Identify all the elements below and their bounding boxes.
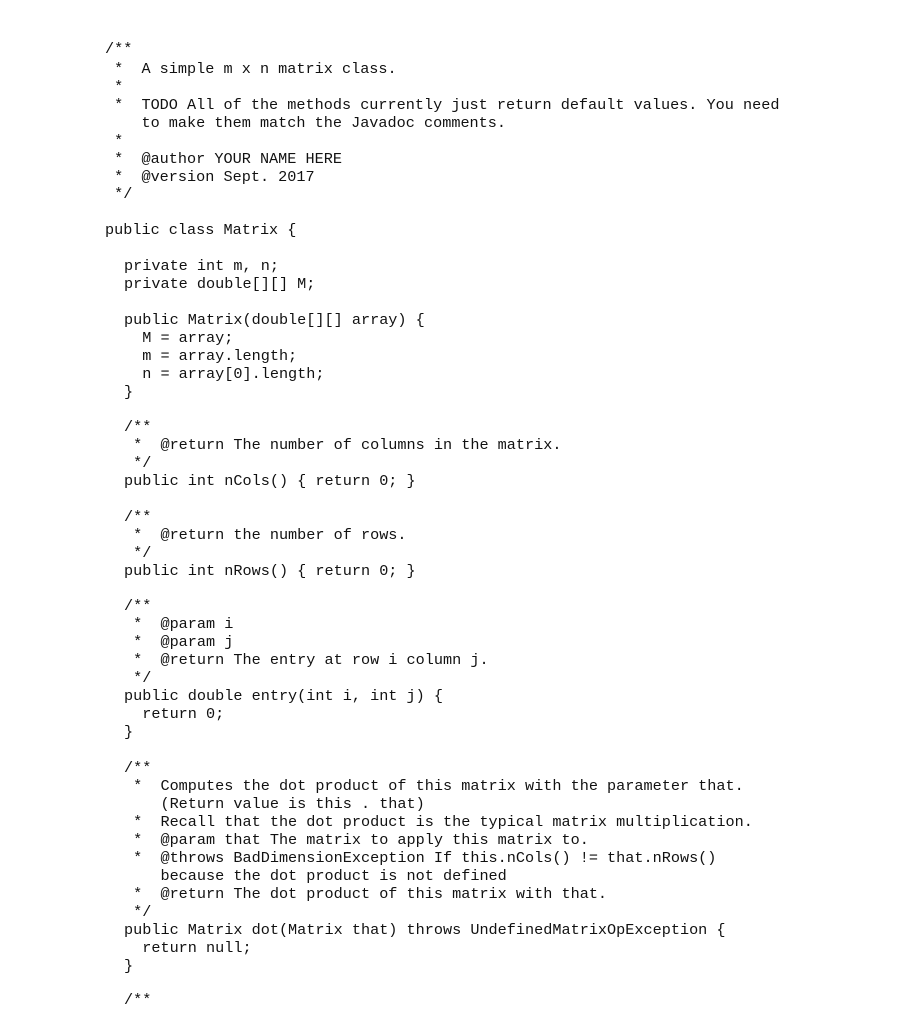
code-line: /** [124, 418, 152, 436]
code-line: * [105, 132, 124, 150]
code-line: * @return the number of rows. [124, 526, 407, 544]
code-line: return 0; [124, 705, 225, 723]
code-line: * @version Sept. 2017 [105, 168, 315, 186]
code-line: m = array.length; [124, 347, 298, 365]
code-line: /** [124, 597, 152, 615]
code-line: M = array; [124, 329, 234, 347]
code-line: to make them match the Javadoc comments. [105, 114, 507, 132]
code-line: * @param i [124, 615, 234, 633]
code-line: * @throws BadDimensionException If this.nCols() != that.nRows() [124, 849, 717, 867]
code-line: because the dot product is not defined [124, 867, 507, 885]
code-line: /** [124, 508, 152, 526]
code-line: /** [124, 759, 152, 777]
code-line: /** [124, 991, 152, 1009]
code-line: private int m, n; [124, 257, 279, 275]
code-line: */ [124, 544, 152, 562]
code-line: public class Matrix { [105, 221, 297, 239]
code-line: } [124, 723, 134, 741]
code-line: * TODO All of the methods currently just return default values. You need [105, 96, 780, 114]
code-line: * @return The dot product of this matrix with that. [124, 885, 608, 903]
code-line: private double[][] M; [124, 275, 316, 293]
code-line: public Matrix(double[][] array) { [124, 311, 425, 329]
code-line: * @param that The matrix to apply this matrix to. [124, 831, 589, 849]
code-line: public double entry(int i, int j) { [124, 687, 443, 705]
code-line: public int nRows() { return 0; } [124, 562, 416, 580]
code-line: (Return value is this . that) [124, 795, 425, 813]
code-line: public Matrix dot(Matrix that) throws UndefinedMatrixOpException { [124, 921, 726, 939]
code-line: public int nCols() { return 0; } [124, 472, 416, 490]
code-line: * A simple m x n matrix class. [105, 60, 397, 78]
code-line: } [124, 957, 134, 975]
code-line: */ [105, 185, 133, 203]
code-line: return null; [124, 939, 252, 957]
code-line: * Recall that the dot product is the typical matrix multiplication. [124, 813, 753, 831]
code-line: } [124, 383, 134, 401]
code-line: */ [124, 454, 152, 472]
code-line: * @return The entry at row i column j. [124, 651, 489, 669]
code-line: * @param j [124, 633, 234, 651]
code-line: */ [124, 903, 152, 921]
code-line: * @return The number of columns in the matrix. [124, 436, 562, 454]
code-line: * Computes the dot product of this matrix with the parameter that. [124, 777, 744, 795]
code-line: * @author YOUR NAME HERE [105, 150, 342, 168]
code-line: * [105, 78, 124, 96]
code-line: /** [105, 40, 133, 58]
code-line: */ [124, 669, 152, 687]
code-line: n = array[0].length; [124, 365, 325, 383]
